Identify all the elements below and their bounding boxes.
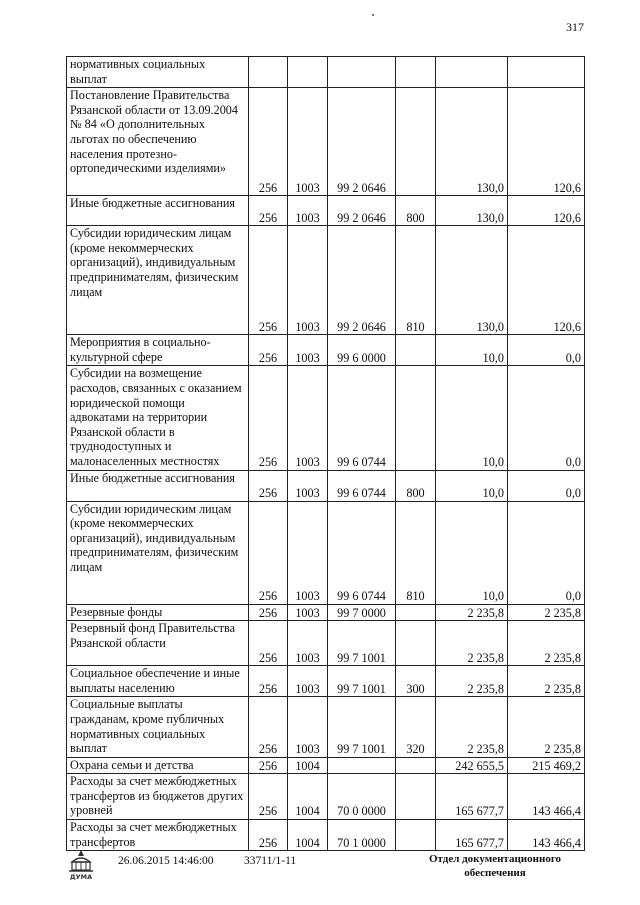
cell-ministry: 256 xyxy=(249,88,288,196)
cell-section: 1003 xyxy=(288,335,328,366)
cell-target: 99 6 0744 xyxy=(328,501,396,604)
row-name: Постановление Правительства Рязанской области от 13.09.2004 № 84 «О дополнительных льготах по обеспечению населения протезно-ортопедическими изделиями» xyxy=(67,88,249,196)
cell-actual: 0,0 xyxy=(508,501,585,604)
cell-plan: 2 235,8 xyxy=(436,697,508,757)
cell-plan: 10,0 xyxy=(436,501,508,604)
cell-type xyxy=(396,774,436,820)
table-row xyxy=(67,757,585,774)
cell-type xyxy=(396,604,436,621)
table-row xyxy=(67,621,585,666)
table-row xyxy=(67,820,585,851)
cell-ministry: 256 xyxy=(249,501,288,604)
cell-target: 99 7 1001 xyxy=(328,697,396,757)
cell-type: 320 xyxy=(396,697,436,757)
logo-text: ДУМА xyxy=(69,873,93,881)
row-name: Резервные фонды xyxy=(67,604,249,621)
cell-type: 800 xyxy=(396,196,436,226)
cell-target: 99 7 1001 xyxy=(328,621,396,666)
cell-target xyxy=(328,757,396,774)
cell-section xyxy=(288,57,328,88)
cell-plan: 2 235,8 xyxy=(436,666,508,697)
cell-plan: 130,0 xyxy=(436,88,508,196)
table-row xyxy=(67,604,585,621)
cell-actual: 120,6 xyxy=(508,226,585,335)
cell-actual: 2 235,8 xyxy=(508,621,585,666)
table-row xyxy=(67,501,585,604)
cell-section: 1003 xyxy=(288,226,328,335)
cell-actual: 2 235,8 xyxy=(508,666,585,697)
cell-target: 99 2 0646 xyxy=(328,88,396,196)
cell-ministry: 256 xyxy=(249,196,288,226)
cell-target: 99 6 0744 xyxy=(328,470,396,501)
budget-table xyxy=(66,56,585,851)
cell-ministry: 256 xyxy=(249,604,288,621)
row-name: Субсидии юридическим лицам (кроме некоммерческих организаций), индивидуальным предпринимателям, физическим лицам xyxy=(67,501,249,604)
table-row xyxy=(67,366,585,470)
cell-ministry: 256 xyxy=(249,226,288,335)
table-row xyxy=(67,470,585,501)
row-name: Мероприятия в социально-культурной сфере xyxy=(67,335,249,366)
cell-ministry: 256 xyxy=(249,470,288,501)
cell-plan: 130,0 xyxy=(436,226,508,335)
cell-actual: 215 469,2 xyxy=(508,757,585,774)
cell-plan: 10,0 xyxy=(436,470,508,501)
table-row xyxy=(67,666,585,697)
cell-actual: 0,0 xyxy=(508,366,585,470)
cell-section: 1003 xyxy=(288,697,328,757)
cell-section: 1003 xyxy=(288,366,328,470)
cell-ministry: 256 xyxy=(249,757,288,774)
cell-actual: 2 235,8 xyxy=(508,697,585,757)
cell-ministry: 256 xyxy=(249,666,288,697)
table-row xyxy=(67,335,585,366)
cell-type xyxy=(396,88,436,196)
row-name: Социальные выплаты гражданам, кроме публичных нормативных социальных выплат xyxy=(67,697,249,757)
cell-ministry xyxy=(249,57,288,88)
table-row xyxy=(67,697,585,757)
cell-actual: 2 235,8 xyxy=(508,604,585,621)
cell-target: 99 2 0646 xyxy=(328,226,396,335)
footer-department xyxy=(420,852,570,880)
cell-plan: 2 235,8 xyxy=(436,604,508,621)
cell-ministry: 256 xyxy=(249,774,288,820)
cell-plan: 10,0 xyxy=(436,335,508,366)
duma-logo xyxy=(66,848,96,882)
cell-plan: 165 677,7 xyxy=(436,820,508,851)
row-name: Резервный фонд Правительства Рязанской области xyxy=(67,621,249,666)
table-row xyxy=(67,226,585,335)
cell-section: 1004 xyxy=(288,820,328,851)
cell-actual: 120,6 xyxy=(508,88,585,196)
cell-actual xyxy=(508,57,585,88)
cell-type: 810 xyxy=(396,226,436,335)
scan-mark xyxy=(372,14,374,16)
cell-target: 99 6 0744 xyxy=(328,366,396,470)
cell-target: 70 1 0000 xyxy=(328,820,396,851)
cell-type xyxy=(396,335,436,366)
table-row xyxy=(67,88,585,196)
cell-ministry: 256 xyxy=(249,697,288,757)
row-name: Охрана семьи и детства xyxy=(67,757,249,774)
table-row xyxy=(67,57,585,88)
cell-target: 99 6 0000 xyxy=(328,335,396,366)
table-row xyxy=(67,196,585,226)
cell-ministry: 256 xyxy=(249,366,288,470)
cell-section: 1003 xyxy=(288,501,328,604)
row-name: нормативных социальных выплат xyxy=(67,57,249,88)
cell-actual: 143 466,4 xyxy=(508,774,585,820)
cell-type xyxy=(396,366,436,470)
cell-target: 99 7 1001 xyxy=(328,666,396,697)
cell-target: 99 7 0000 xyxy=(328,604,396,621)
table-row xyxy=(67,774,585,820)
cell-ministry: 256 xyxy=(249,820,288,851)
cell-section: 1003 xyxy=(288,196,328,226)
row-name: Расходы за счет межбюджетных трансфертов из бюджетов других уровней xyxy=(67,774,249,820)
row-name: Субсидии на возмещение расходов, связанных с оказанием юридической помощи адвокатами на территории Рязанской области в труднодоступных и малонаселенных местностях xyxy=(67,366,249,470)
footer-code: 33711/1-11 xyxy=(244,855,297,867)
cell-target xyxy=(328,57,396,88)
cell-type: 810 xyxy=(396,501,436,604)
cell-plan: 10,0 xyxy=(436,366,508,470)
cell-section: 1003 xyxy=(288,666,328,697)
cell-type xyxy=(396,757,436,774)
cell-plan: 130,0 xyxy=(436,196,508,226)
footer-timestamp: 26.06.2015 14:46:00 xyxy=(118,855,214,867)
cell-type xyxy=(396,57,436,88)
page-number: 317 xyxy=(566,20,584,34)
cell-plan: 165 677,7 xyxy=(436,774,508,820)
row-name: Субсидии юридическим лицам (кроме некоммерческих организаций), индивидуальным предпринимателям, физическим лицам xyxy=(67,226,249,335)
cell-section: 1003 xyxy=(288,604,328,621)
cell-actual: 120,6 xyxy=(508,196,585,226)
cell-plan: 242 655,5 xyxy=(436,757,508,774)
cell-target: 99 2 0646 xyxy=(328,196,396,226)
cell-section: 1003 xyxy=(288,88,328,196)
row-name: Иные бюджетные ассигнования xyxy=(67,470,249,501)
cell-section: 1003 xyxy=(288,621,328,666)
cell-type: 300 xyxy=(396,666,436,697)
cell-actual: 0,0 xyxy=(508,470,585,501)
row-name: Социальное обеспечение и иные выплаты населению xyxy=(67,666,249,697)
cell-section: 1003 xyxy=(288,470,328,501)
cell-type xyxy=(396,820,436,851)
cell-plan xyxy=(436,57,508,88)
department-line-2: обеспечения xyxy=(464,867,526,879)
cell-plan: 2 235,8 xyxy=(436,621,508,666)
cell-actual: 0,0 xyxy=(508,335,585,366)
department-line-1: Отдел документационного xyxy=(428,853,562,865)
row-name: Расходы за счет межбюджетных трансфертов xyxy=(67,820,249,851)
cell-ministry: 256 xyxy=(249,621,288,666)
cell-type xyxy=(396,621,436,666)
cell-target: 70 0 0000 xyxy=(328,774,396,820)
cell-ministry: 256 xyxy=(249,335,288,366)
cell-type: 800 xyxy=(396,470,436,501)
cell-section: 1004 xyxy=(288,774,328,820)
row-name: Иные бюджетные ассигнования xyxy=(67,196,249,226)
cell-actual: 143 466,4 xyxy=(508,820,585,851)
cell-section: 1004 xyxy=(288,757,328,774)
